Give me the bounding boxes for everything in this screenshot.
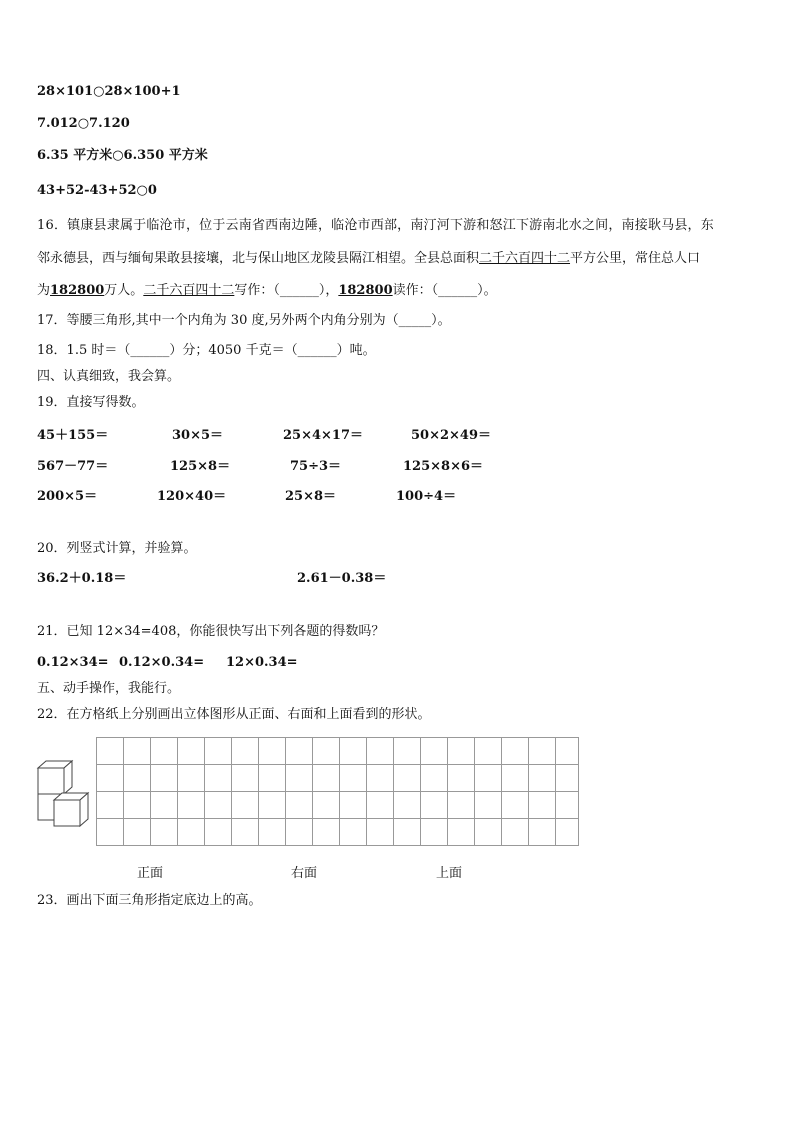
compare-4: 43+52-43+52○0 — [37, 183, 157, 198]
q16-line3 — [37, 282, 497, 300]
q19-r2-c2: 125×8＝ — [170, 459, 231, 474]
q19-r1-c1: 45＋155＝ — [37, 428, 109, 443]
compare-2: 7.012○7.120 — [37, 116, 130, 131]
label-right-view: 右面 — [291, 866, 318, 881]
q21-item-2: 0.12×0.34= — [119, 655, 205, 670]
q16-area-words2: 二千六百四十二 — [143, 283, 235, 298]
section-5-heading: 五、动手操作，我能行。 — [37, 681, 181, 696]
q22-title: 22．在方格纸上分别画出立体图形从正面、右面和上面看到的形状。 — [37, 707, 431, 722]
q16-line1: 16．镇康县隶属于临沧市，位于云南省西南边陲，临沧市西部，南汀河下游和怒江下游南北水之间，南接耿马县，东 — [37, 218, 714, 233]
q20-item-1: 36.2＋0.18＝ — [37, 571, 127, 586]
grid-paper — [96, 737, 580, 847]
q16-read-as: 读作：（______）。 — [392, 283, 497, 298]
q16-write-as: 写作：（______）， — [234, 283, 339, 298]
label-front-view: 正面 — [137, 866, 164, 881]
q16-line3-pre: 为 — [37, 283, 51, 298]
compare-3: 6.35 平方米○6.350 平方米 — [37, 148, 208, 163]
q16-area-words: 二千六百四十二 — [479, 251, 571, 266]
q19-r2-c1: 567－77＝ — [37, 459, 109, 474]
q23: 23．画出下面三角形指定底边上的高。 — [37, 893, 262, 908]
q19-r3-c4: 100÷4＝ — [396, 489, 457, 504]
label-top-view: 上面 — [436, 866, 463, 881]
section-4-heading: 四、认真细致，我会算。 — [37, 369, 181, 384]
q18: 18．1.5 时＝（______）分；4050 千克＝（______）吨。 — [37, 343, 376, 358]
q16-population2: 182800 — [338, 283, 393, 298]
q21-title: 21．已知 12×34=408，你能很快写出下列各题的得数吗？ — [37, 624, 385, 639]
q16-line3-mid: 万人。 — [104, 283, 144, 298]
compare-1: 28×101○28×100+1 — [37, 84, 181, 99]
q19-r2-c4: 125×8×6＝ — [403, 459, 484, 474]
q16-line2 — [37, 250, 700, 268]
cube-figure — [34, 758, 104, 830]
q19-r3-c3: 25×8＝ — [285, 489, 337, 504]
q20-item-2: 2.61－0.38＝ — [297, 571, 387, 586]
q19-r2-c3: 75÷3＝ — [290, 459, 342, 474]
q16-population: 182800 — [50, 283, 105, 298]
q20-title: 20．列竖式计算，并验算。 — [37, 541, 197, 556]
q19-title: 19．直接写得数。 — [37, 395, 145, 410]
q19-r1-c4: 50×2×49＝ — [411, 428, 492, 443]
q21-item-3: 12×0.34= — [226, 655, 298, 670]
q16-line2-tail: 平方公里，常住总人口 — [570, 251, 701, 266]
q19-r3-c2: 120×40＝ — [157, 489, 227, 504]
q19-r1-c3: 25×4×17＝ — [283, 428, 364, 443]
q16-line2-text: 邻永德县，西与缅甸果敢县接壤，北与保山地区龙陵县隔江相望。全县总面积 — [37, 251, 480, 266]
q19-r3-c1: 200×5＝ — [37, 489, 98, 504]
q17: 17．等腰三角形,其中一个内角为 30 度,另外两个内角分别为（_____）。 — [37, 313, 451, 328]
q21-item-1: 0.12×34= — [37, 655, 109, 670]
q19-r1-c2: 30×5＝ — [172, 428, 224, 443]
